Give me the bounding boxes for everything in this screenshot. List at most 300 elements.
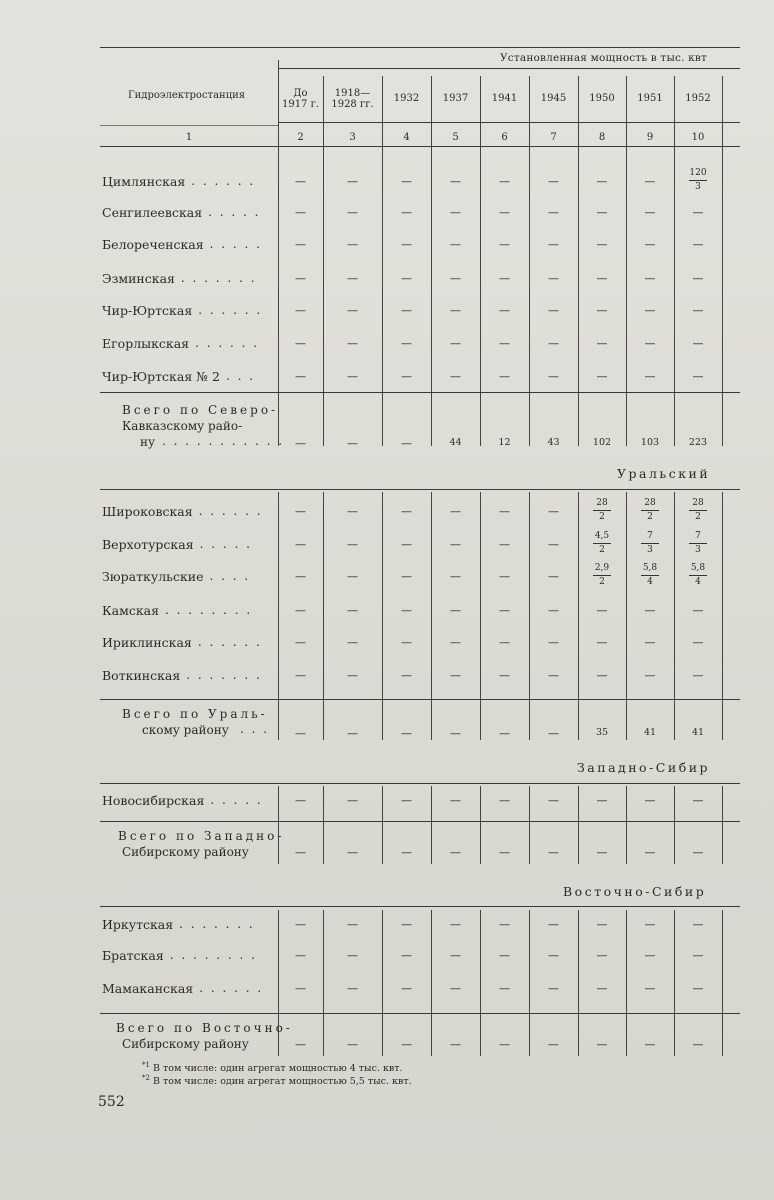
year-header-line1: 1941 <box>491 93 518 104</box>
fraction-bottom: 2 <box>695 512 701 522</box>
empty-cell-dash: — <box>295 669 306 682</box>
empty-cell-dash: — <box>644 636 656 649</box>
column-number: 1 <box>185 132 193 143</box>
empty-cell-dash: — <box>596 370 608 383</box>
column-rule <box>323 786 324 864</box>
leader-dots: . . . . . . <box>191 174 256 188</box>
empty-cell-dash: — <box>401 337 412 350</box>
empty-cell-dash: — <box>347 370 358 383</box>
empty-cell-dash: — <box>644 982 656 995</box>
year-header-line1: 1932 <box>393 93 420 104</box>
column-rule <box>674 146 675 446</box>
region-total-value: 43 <box>547 437 560 448</box>
column-rule <box>722 492 723 740</box>
column-rule <box>626 492 627 740</box>
column-rule <box>480 492 481 740</box>
empty-cell-dash: — <box>692 982 704 995</box>
leader-dots: . . . . . . . . . . . <box>162 434 285 448</box>
leader-dots: . . . . . . . <box>186 668 262 682</box>
column-rule <box>626 786 627 864</box>
empty-cell-dash: — <box>644 604 656 617</box>
empty-cell-dash: — <box>347 570 358 583</box>
region-total-value: 223 <box>688 437 708 448</box>
column-rule <box>278 492 279 740</box>
empty-cell-dash: — <box>596 604 608 617</box>
leader-dots: . . . . <box>209 569 251 583</box>
empty-cell-dash: — <box>548 238 559 251</box>
empty-cell-dash: — <box>347 505 358 518</box>
empty-cell-dash: — <box>401 794 412 807</box>
section-rule <box>100 699 740 700</box>
year-header-line1: 1950 <box>589 93 615 104</box>
region-total-value: 41 <box>691 727 705 738</box>
empty-cell-dash: — <box>548 669 559 682</box>
fraction-bottom: 4 <box>647 577 653 587</box>
year-header-line1: 1945 <box>540 93 567 104</box>
station-name: Новосибирская <box>102 793 205 808</box>
station-name: Чир-Юртская <box>102 303 193 318</box>
column-rule <box>578 910 579 1056</box>
empty-cell-dash: — <box>692 370 704 383</box>
empty-cell-dash: — <box>450 1038 461 1051</box>
region-total-value: — <box>401 727 412 740</box>
column-rule <box>323 146 324 446</box>
empty-cell-dash: — <box>548 337 559 350</box>
empty-cell-dash: — <box>347 1038 358 1051</box>
region-total-value: — <box>295 727 306 740</box>
empty-cell-dash: — <box>548 604 559 617</box>
header-first-col: Гидроэлектростанция <box>128 90 246 101</box>
empty-cell-dash: — <box>450 505 461 518</box>
empty-cell-dash: — <box>644 304 656 317</box>
empty-cell-dash: — <box>692 238 704 251</box>
year-header <box>431 93 480 104</box>
leader-dots: . . . . . . . . <box>165 603 253 617</box>
empty-cell-dash: — <box>499 175 510 188</box>
empty-cell-dash: — <box>499 337 510 350</box>
empty-cell-dash: — <box>499 918 510 931</box>
empty-cell-dash: — <box>644 846 656 859</box>
empty-cell-dash: — <box>692 304 704 317</box>
empty-cell-dash: — <box>401 1038 412 1051</box>
fraction-top: 4,5 <box>594 531 610 541</box>
station-name: Егорлыкская <box>102 336 190 351</box>
fraction-top: 28 <box>596 498 608 508</box>
section-rule <box>100 392 740 393</box>
empty-cell-dash: — <box>499 636 510 649</box>
region-total-value: 44 <box>449 437 462 448</box>
empty-cell-dash: — <box>347 794 358 807</box>
fraction-top: 28 <box>644 498 656 508</box>
region-total-value: — <box>347 437 358 450</box>
empty-cell-dash: — <box>596 636 608 649</box>
year-header-line2: 1928 гг. <box>331 99 374 110</box>
region-total-value: — <box>295 437 306 450</box>
fraction-bar <box>641 575 659 576</box>
region-total-label: ну <box>140 435 156 449</box>
region-total-label: Всего по Ураль- <box>122 707 268 721</box>
empty-cell-dash: — <box>644 669 656 682</box>
empty-cell-dash: — <box>401 604 412 617</box>
column-rule <box>278 146 279 446</box>
empty-cell-dash: — <box>295 794 306 807</box>
empty-cell-dash: — <box>295 982 306 995</box>
column-rule <box>626 910 627 1056</box>
empty-cell-dash: — <box>499 1038 510 1051</box>
region-total-value: — <box>401 437 412 450</box>
empty-cell-dash: — <box>401 175 412 188</box>
empty-cell-dash: — <box>596 238 608 251</box>
empty-cell-dash: — <box>450 304 461 317</box>
empty-cell-dash: — <box>548 206 559 219</box>
station-name: Зюраткульские <box>102 569 204 584</box>
empty-cell-dash: — <box>499 794 510 807</box>
year-header-line2: 1917 г. <box>281 99 320 110</box>
empty-cell-dash: — <box>548 636 559 649</box>
fraction-bar <box>689 575 707 576</box>
empty-cell-dash: — <box>401 206 412 219</box>
fraction-value <box>587 563 617 588</box>
fraction-bar <box>593 510 611 511</box>
year-header <box>323 88 382 110</box>
section-rule <box>100 489 740 490</box>
station-name: Белореченская <box>102 237 204 252</box>
leader-dots: . . . . . <box>209 237 262 251</box>
empty-cell-dash: — <box>347 304 358 317</box>
empty-cell-dash: — <box>692 949 704 962</box>
region-heading: Восточно-Сибир <box>563 884 707 899</box>
fraction-value <box>635 498 665 523</box>
fraction-value <box>683 531 713 556</box>
empty-cell-dash: — <box>596 1038 608 1051</box>
column-number: 2 <box>297 132 304 143</box>
fraction-value <box>635 531 665 556</box>
empty-cell-dash: — <box>401 304 412 317</box>
fraction-bottom: 2 <box>599 545 605 555</box>
fraction-value <box>683 168 713 193</box>
column-rule <box>626 146 627 446</box>
empty-cell-dash: — <box>692 1038 704 1051</box>
station-name: Камская <box>102 603 160 618</box>
column-rule <box>722 146 723 446</box>
fraction-top: 7 <box>695 531 701 541</box>
fraction-top: 120 <box>689 168 707 178</box>
year-header-line1: 1952 <box>685 93 711 104</box>
region-total-value: 102 <box>592 437 612 448</box>
empty-cell-dash: — <box>347 636 358 649</box>
empty-cell-dash: — <box>499 982 510 995</box>
top-rule <box>100 47 740 48</box>
column-rule <box>529 492 530 740</box>
fraction-bar <box>641 543 659 544</box>
column-number: 5 <box>452 132 459 143</box>
year-header-line1: 1937 <box>442 93 469 104</box>
region-total-label: Всего по Восточно- <box>116 1021 293 1035</box>
empty-cell-dash: — <box>450 949 461 962</box>
leader-dots: . . . . . . <box>198 303 263 317</box>
empty-cell-dash: — <box>644 337 656 350</box>
empty-cell-dash: — <box>450 669 461 682</box>
empty-cell-dash: — <box>596 304 608 317</box>
fraction-bar <box>593 575 611 576</box>
empty-cell-dash: — <box>548 570 559 583</box>
footnote-text: В том числе: один агрегат мощностью 4 тыс. квт. <box>153 1063 403 1075</box>
column-rule <box>431 146 432 446</box>
region-total-label: скому району <box>142 723 229 737</box>
column-rule <box>323 492 324 740</box>
leader-dots: . . . . . <box>199 537 252 551</box>
column-number: 10 <box>691 132 705 143</box>
column-rule <box>529 146 530 446</box>
column-rule <box>278 786 279 864</box>
empty-cell-dash: — <box>401 570 412 583</box>
column-number: 4 <box>403 132 410 143</box>
empty-cell-dash: — <box>692 604 704 617</box>
empty-cell-dash: — <box>548 794 559 807</box>
empty-cell-dash: — <box>499 604 510 617</box>
empty-cell-dash: — <box>692 846 704 859</box>
fraction-bottom: 2 <box>599 577 605 587</box>
empty-cell-dash: — <box>499 538 510 551</box>
empty-cell-dash: — <box>295 1038 306 1051</box>
station-name: Сенгилеевская <box>102 205 203 220</box>
empty-cell-dash: — <box>596 669 608 682</box>
empty-cell-dash: — <box>644 370 656 383</box>
station-name: Ириклинская <box>102 635 192 650</box>
caption-rule <box>278 68 740 69</box>
empty-cell-dash: — <box>347 949 358 962</box>
column-rule <box>578 492 579 740</box>
station-name: Братская <box>102 948 164 963</box>
empty-cell-dash: — <box>596 337 608 350</box>
empty-cell-dash: — <box>596 918 608 931</box>
empty-cell-dash: — <box>347 272 358 285</box>
empty-cell-dash: — <box>692 337 704 350</box>
empty-cell-dash: — <box>548 918 559 931</box>
empty-cell-dash: — <box>499 570 510 583</box>
empty-cell-dash: — <box>450 538 461 551</box>
empty-cell-dash: — <box>295 206 306 219</box>
region-total-label: Всего по Северо- <box>122 403 279 417</box>
fraction-value <box>683 498 713 523</box>
empty-cell-dash: — <box>692 636 704 649</box>
empty-cell-dash: — <box>347 604 358 617</box>
empty-cell-dash: — <box>347 175 358 188</box>
empty-cell-dash: — <box>295 636 306 649</box>
column-number: 9 <box>646 132 654 143</box>
empty-cell-dash: — <box>499 505 510 518</box>
empty-cell-dash: — <box>347 982 358 995</box>
year-header <box>578 93 626 104</box>
leader-dots: . . . . . <box>208 205 261 219</box>
leader-dots: . . . . . . . <box>179 917 255 931</box>
station-name: Верхотурская <box>102 537 194 552</box>
header-caption: Установленная мощность в тыс. квт <box>500 52 708 64</box>
column-rule <box>382 146 383 446</box>
empty-cell-dash: — <box>692 794 704 807</box>
column-rule <box>578 786 579 864</box>
footnote-mark: *1 <box>142 1061 150 1069</box>
empty-cell-dash: — <box>401 636 412 649</box>
empty-cell-dash: — <box>450 272 461 285</box>
empty-cell-dash: — <box>450 918 461 931</box>
page-number: 552 <box>98 1094 125 1110</box>
column-number: 6 <box>501 132 508 143</box>
empty-cell-dash: — <box>295 570 306 583</box>
column-rule <box>674 910 675 1056</box>
column-rule <box>722 910 723 1056</box>
fraction-bottom: 3 <box>695 545 701 555</box>
fraction-bar <box>593 543 611 544</box>
column-number: 7 <box>550 132 557 143</box>
fraction-bar <box>689 543 707 544</box>
empty-cell-dash: — <box>450 206 461 219</box>
fraction-top: 2,9 <box>594 563 610 573</box>
header-bottom-rule <box>100 146 740 147</box>
year-header-line1: 1918— <box>334 88 371 99</box>
empty-cell-dash: — <box>347 206 358 219</box>
footnote-mark: *2 <box>142 1074 150 1082</box>
year-header <box>278 88 323 110</box>
empty-cell-dash: — <box>401 505 412 518</box>
fraction-value <box>587 531 617 556</box>
year-header <box>674 93 722 104</box>
column-rule <box>578 146 579 446</box>
region-total-label: Сибирскому району <box>122 1037 249 1051</box>
fraction-top: 7 <box>647 531 653 541</box>
column-rule <box>323 910 324 1056</box>
fraction-bar <box>689 510 707 511</box>
region-heading: Уральский <box>617 466 711 481</box>
empty-cell-dash: — <box>596 982 608 995</box>
empty-cell-dash: — <box>450 337 461 350</box>
empty-cell-dash: — <box>295 272 306 285</box>
empty-cell-dash: — <box>499 949 510 962</box>
empty-cell-dash: — <box>401 669 412 682</box>
empty-cell-dash: — <box>692 206 704 219</box>
empty-cell-dash: — <box>401 918 412 931</box>
empty-cell-dash: — <box>499 206 510 219</box>
empty-cell-dash: — <box>596 794 608 807</box>
station-name: Широковская <box>102 504 193 519</box>
empty-cell-dash: — <box>499 846 510 859</box>
fraction-value <box>635 563 665 588</box>
header-column-rule <box>722 76 723 146</box>
region-total-value: 35 <box>595 727 609 738</box>
empty-cell-dash: — <box>596 175 608 188</box>
region-total-value: — <box>499 727 510 740</box>
empty-cell-dash: — <box>347 238 358 251</box>
station-name: Воткинская <box>102 668 181 683</box>
empty-cell-dash: — <box>401 949 412 962</box>
empty-cell-dash: — <box>295 949 306 962</box>
station-name: Мамаканская <box>102 981 194 996</box>
section-rule <box>100 821 740 822</box>
empty-cell-dash: — <box>548 304 559 317</box>
fraction-top: 5,8 <box>642 563 658 573</box>
column-rule <box>722 786 723 864</box>
leader-dots: . . . <box>240 722 270 736</box>
column-number: 8 <box>598 132 606 143</box>
empty-cell-dash: — <box>295 370 306 383</box>
leader-dots: . . . . . . . <box>180 271 257 285</box>
empty-cell-dash: — <box>499 272 510 285</box>
year-header <box>626 93 674 104</box>
empty-cell-dash: — <box>644 238 656 251</box>
empty-cell-dash: — <box>596 949 608 962</box>
empty-cell-dash: — <box>295 604 306 617</box>
fraction-bar <box>641 510 659 511</box>
empty-cell-dash: — <box>401 538 412 551</box>
leader-dots: . . . . . . <box>197 635 262 649</box>
region-total-value: 103 <box>640 437 660 448</box>
empty-cell-dash: — <box>548 538 559 551</box>
fraction-bottom: 2 <box>647 512 653 522</box>
empty-cell-dash: — <box>499 304 510 317</box>
leader-dots: . . . . . . . . <box>169 948 257 962</box>
empty-cell-dash: — <box>596 206 608 219</box>
footnote-1 <box>142 1061 403 1074</box>
column-rule <box>431 910 432 1056</box>
empty-cell-dash: — <box>548 982 559 995</box>
empty-cell-dash: — <box>347 538 358 551</box>
column-rule <box>382 492 383 740</box>
fraction-value <box>587 498 617 523</box>
fraction-bottom: 3 <box>695 182 701 192</box>
column-rule <box>382 910 383 1056</box>
section-rule <box>100 906 740 907</box>
region-total-value: — <box>450 727 461 740</box>
empty-cell-dash: — <box>644 206 656 219</box>
empty-cell-dash: — <box>450 570 461 583</box>
empty-cell-dash: — <box>548 370 559 383</box>
empty-cell-dash: — <box>644 272 656 285</box>
empty-cell-dash: — <box>347 337 358 350</box>
column-rule <box>431 786 432 864</box>
column-rule <box>431 492 432 740</box>
empty-cell-dash: — <box>295 505 306 518</box>
empty-cell-dash: — <box>295 337 306 350</box>
leader-dots: . . . . . . <box>199 981 264 995</box>
empty-cell-dash: — <box>401 982 412 995</box>
empty-cell-dash: — <box>499 238 510 251</box>
section-rule <box>100 1013 740 1014</box>
empty-cell-dash: — <box>401 272 412 285</box>
fraction-bottom: 4 <box>695 577 701 587</box>
empty-cell-dash: — <box>347 846 358 859</box>
empty-cell-dash: — <box>450 175 461 188</box>
column-rule <box>674 786 675 864</box>
empty-cell-dash: — <box>644 175 656 188</box>
empty-cell-dash: — <box>548 1038 559 1051</box>
header-sub-rule <box>278 122 740 123</box>
header-sub-rule-left <box>100 125 278 126</box>
fraction-top: 5,8 <box>690 563 706 573</box>
empty-cell-dash: — <box>450 794 461 807</box>
section-rule <box>100 783 740 784</box>
region-total-value: — <box>548 727 559 740</box>
leader-dots: . . . <box>225 369 256 383</box>
region-heading: Западно-Сибир <box>577 760 711 775</box>
year-header <box>382 93 431 104</box>
empty-cell-dash: — <box>450 238 461 251</box>
fraction-bottom: 3 <box>647 545 653 555</box>
empty-cell-dash: — <box>644 918 656 931</box>
column-rule <box>480 786 481 864</box>
empty-cell-dash: — <box>295 918 306 931</box>
region-total-label: Кавказскому райо- <box>122 419 243 433</box>
empty-cell-dash: — <box>450 636 461 649</box>
